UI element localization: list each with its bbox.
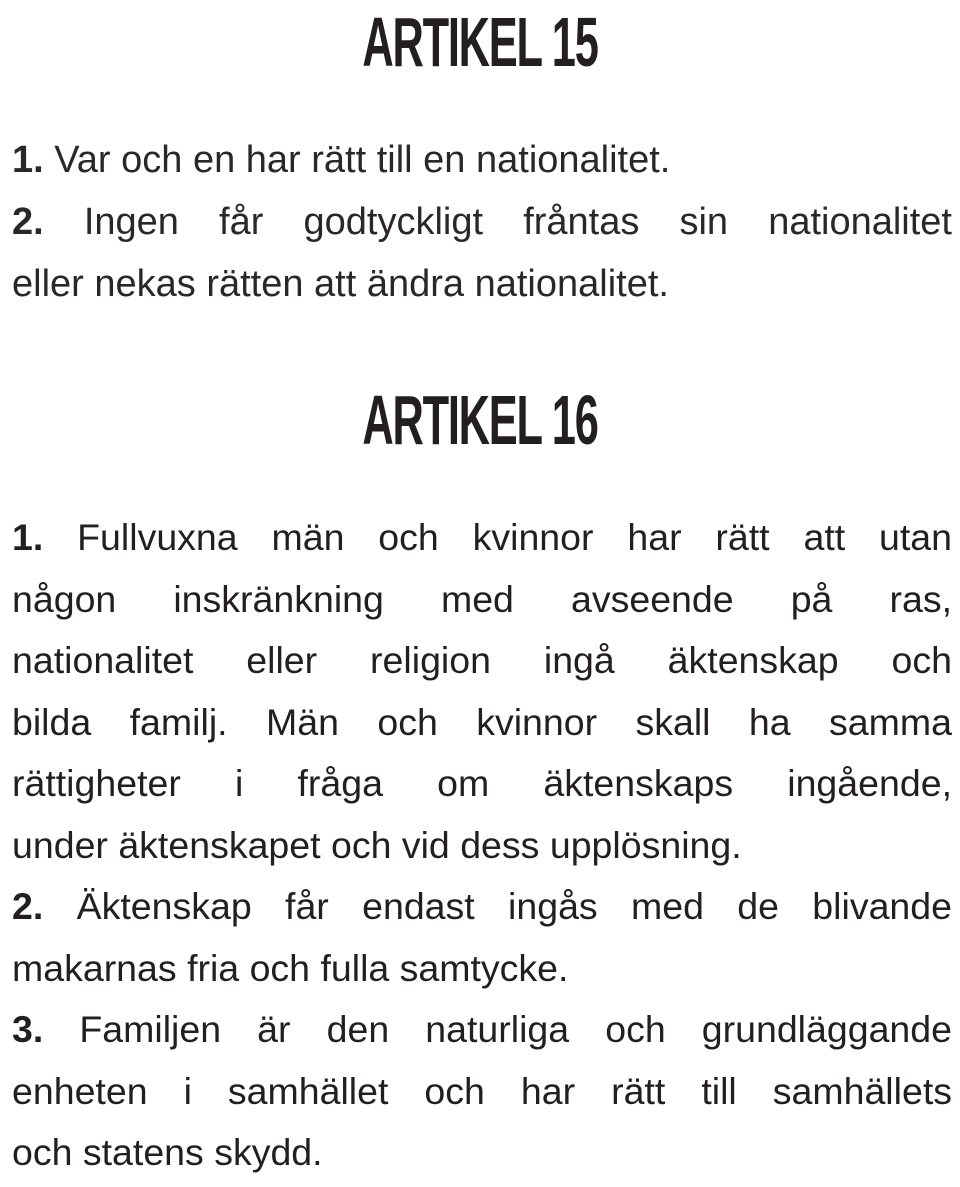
paragraph-text: enheten i samhället och har rätt till samhällets [12, 1069, 952, 1112]
paragraph-number: 1. [12, 516, 44, 558]
paragraph-text: under äktenskapet och vid dess upplösning. [12, 823, 742, 866]
paragraph-text: nationalitet eller religion ingå äktenskap och [12, 639, 952, 681]
article-16-body [12, 507, 952, 1184]
paragraph-text: Äktenskap får endast ingås med de blivande [43, 885, 952, 927]
paragraph-number: 2. [12, 885, 44, 927]
paragraph-number: 3. [12, 1008, 44, 1050]
article-15-heading: ARTIKEL 15 [362, 3, 598, 81]
article-16-line [12, 876, 952, 938]
article-16-line [12, 1122, 952, 1184]
paragraph-text: bilda familj. Män och kvinnor skall ha samma [12, 700, 952, 743]
paragraph-text: eller nekas rätten att ändra nationalitet. [12, 263, 669, 305]
article-16-line [12, 1061, 952, 1123]
article-15-line [12, 253, 952, 315]
article-16-line [12, 507, 952, 569]
article-15-line [12, 191, 952, 253]
paragraph-text: Var och en har rätt till en nationalitet. [43, 139, 671, 181]
article-15-body [12, 129, 952, 315]
paragraph-number: 1. [12, 139, 44, 181]
paragraph-text: Ingen får godtyckligt fråntas sin nationalitet [43, 201, 952, 243]
article-16-line [12, 938, 952, 1000]
article-16-line [12, 569, 952, 631]
paragraph-number: 2. [12, 201, 44, 243]
article-16-line [12, 999, 952, 1061]
article-16-line [12, 692, 952, 754]
article-16-line [12, 630, 952, 692]
article-16-line [12, 753, 952, 815]
article-16-line [12, 815, 952, 877]
paragraph-text: makarnas fria och fulla samtycke. [12, 946, 569, 989]
paragraph-text: Familjen är den naturliga och grundläggande [43, 1008, 952, 1050]
paragraph-text: och statens skydd. [12, 1131, 323, 1173]
article-16-heading: ARTIKEL 16 [362, 381, 598, 459]
paragraph-text: Fullvuxna män och kvinnor har rätt att utan [43, 516, 952, 558]
article-15-line [12, 129, 952, 191]
paragraph-text: rättigheter i fråga om äktenskaps ingående, [12, 762, 952, 804]
paragraph-text: någon inskränkning med avseende på ras, [12, 577, 952, 620]
